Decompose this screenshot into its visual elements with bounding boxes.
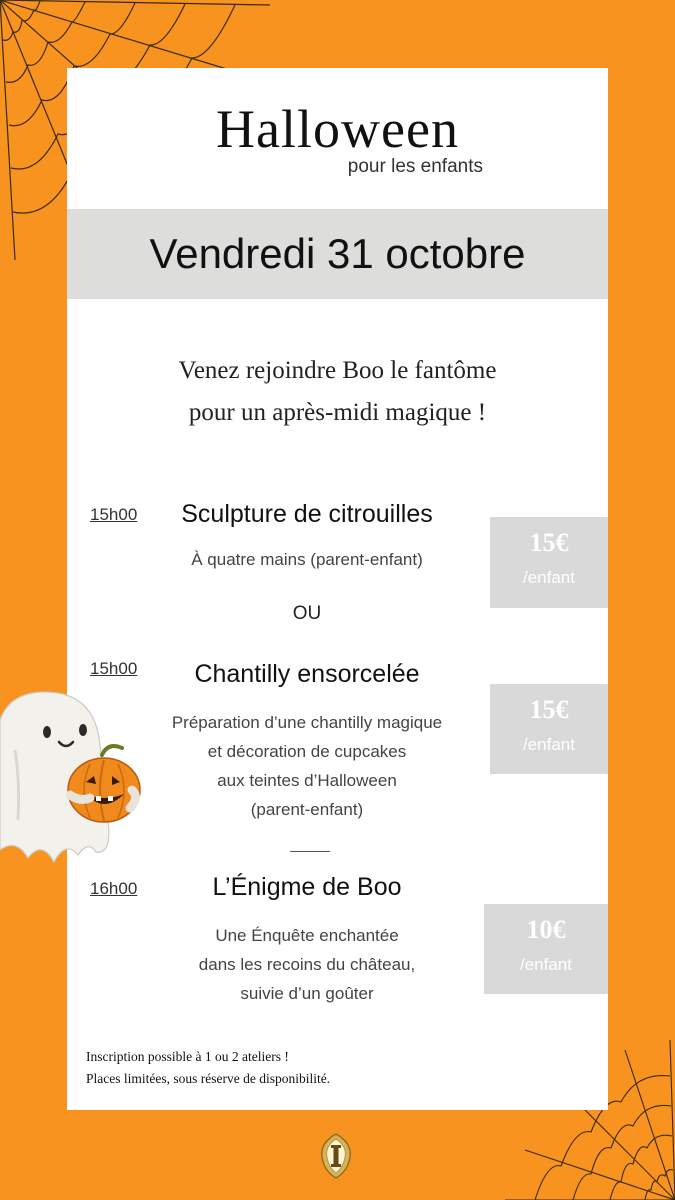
note-line: Places limitées, sous réserve de disponibilité. (86, 1071, 331, 1086)
date-banner (67, 209, 608, 299)
description-line: Préparation d’une chantilly magique (171, 713, 443, 732)
price-value: 15€ (529, 528, 569, 557)
ghost-with-pumpkin-icon (0, 690, 150, 865)
description-line: Une Énquête enchantée (215, 926, 399, 945)
price-value: 15€ (529, 695, 569, 724)
activity-description (67, 545, 547, 574)
intro-line: pour un après-midi magique ! (188, 399, 487, 426)
activity-title: L’Énigme de Boo (212, 873, 402, 901)
price-box (490, 684, 608, 774)
price-unit: /enfant (520, 955, 572, 974)
description-line: (parent-enfant) (250, 800, 364, 819)
intro-text (67, 350, 608, 434)
activity-title: Sculpture de citrouilles (181, 500, 433, 528)
activity-title: Chantilly ensorcelée (194, 660, 420, 688)
registration-note (86, 1046, 330, 1090)
program-card (67, 68, 608, 1110)
price-unit: /enfant (523, 735, 575, 754)
page-subtitle: pour les enfants (347, 156, 483, 177)
activity-time: 16h00 (90, 879, 138, 898)
description-line: À quatre mains (parent-enfant) (191, 550, 423, 569)
price-box (490, 517, 608, 608)
intro-line: Venez rejoindre Boo le fantôme (178, 357, 497, 384)
activity-description (67, 921, 547, 1008)
description-line: aux teintes d’Halloween (217, 771, 397, 790)
price-box (484, 904, 608, 994)
description-line: dans les recoins du château, (198, 955, 416, 974)
shield-logo-icon (319, 1133, 353, 1179)
activity-time: 15h00 (90, 505, 138, 524)
description-line: et décoration de cupcakes (207, 742, 407, 761)
price-unit: /enfant (523, 568, 575, 587)
date-text: Vendredi 31 octobre (149, 230, 526, 277)
note-line: Inscription possible à 1 ou 2 ateliers ! (86, 1049, 289, 1064)
separator-text: OU (292, 603, 322, 624)
description-line: suivie d’un goûter (240, 984, 374, 1003)
activity-time: 15h00 (90, 659, 138, 678)
price-value: 10€ (526, 915, 566, 944)
page-title: Halloween (216, 99, 459, 159)
section-divider (290, 851, 330, 852)
